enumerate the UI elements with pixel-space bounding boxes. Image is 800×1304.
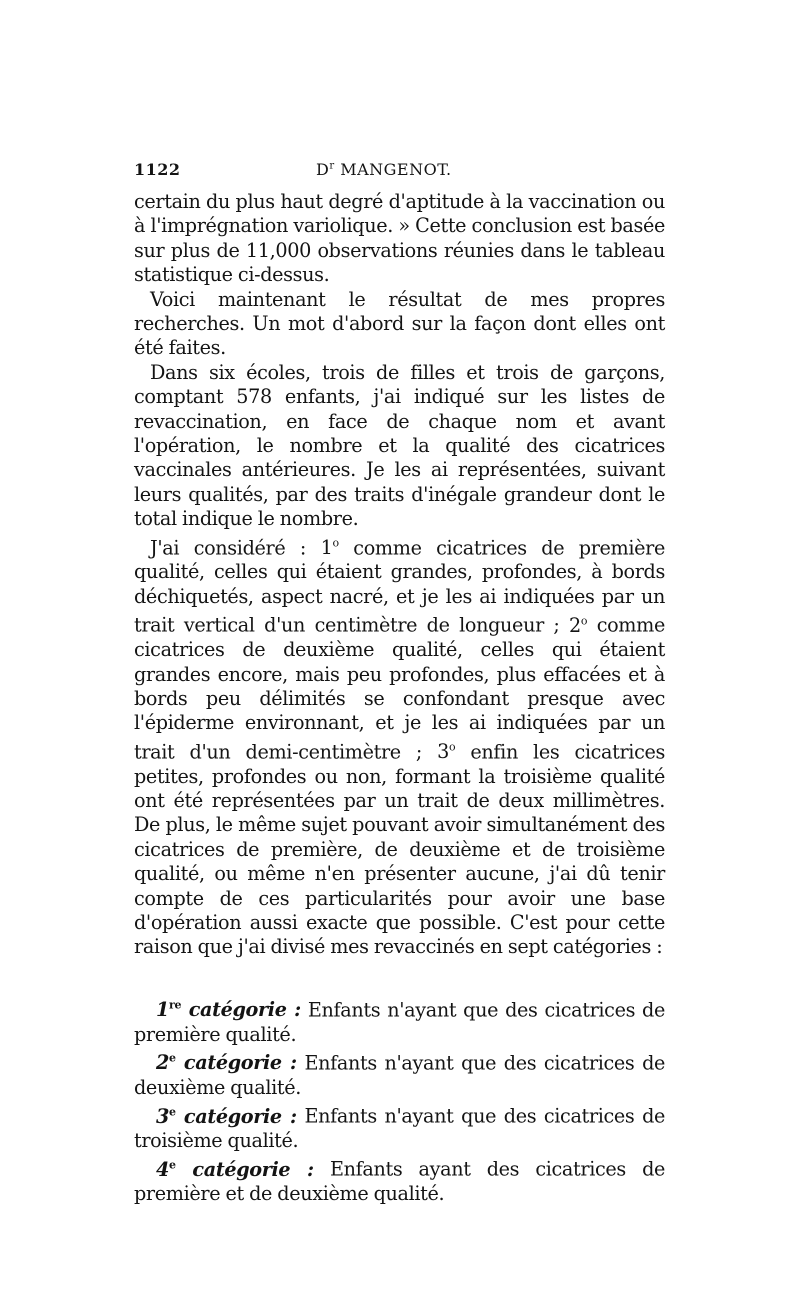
criterion-1-number: 1$^o$ [320, 536, 339, 560]
paragraph-criteria [134, 532, 665, 960]
author-prefix: D [316, 160, 330, 179]
criteria-lead: J'ai considéré : [150, 536, 321, 560]
paragraph-continuation: certain du plus haut degré d'aptitude à la vaccination ou à l'imprégnation variolique. » Cette conclusion est basée sur plus de 11,000 observations réunies dans le tableau statistique ci-dessus. [134, 190, 665, 287]
category-label: 3e catégorie : [156, 1104, 297, 1128]
category-text: Enfants n'ayant que des cicatrices de deuxième qualité. [134, 1051, 666, 1099]
running-title [316, 160, 452, 179]
category-item [134, 1153, 665, 1206]
category-item [134, 994, 665, 1047]
running-header [134, 160, 665, 190]
paragraph-intro: Voici maintenant le résultat de mes propres recherches. Un mot d'abord sur la façon dont elles ont été faites. [134, 287, 665, 360]
criterion-3-text: enfin les cicatrices petites, profondes ou non, formant la troisième qualité ont été représentées par un trait de deux millimètres. De plus, le même sujet pouvant avoir simultanément des cicatrices de première, de deuxième et de troisième qualité, ou même n'en présenter aucune, j'ai dû tenir compte de ces particularités pour avoir une base d'opération aussi exacte que possible. C'est pour cette raison que j'ai divisé mes revaccinés en sept catégories : [134, 740, 665, 959]
category-label: 2e catégorie : [156, 1051, 297, 1075]
category-text: Enfants n'ayant que des cicatrices de troisième qualité. [134, 1104, 666, 1152]
author-name: MANGENOT. [340, 160, 452, 179]
paragraph-method: Dans six écoles, trois de filles et trois de garçons, comptant 578 enfants, j'ai indiqué sur les listes de revaccination, en face de chaque nom et avant l'opération, le nombre et la qualité des cicatrices vaccinales antérieures. Je les ai représentées, suivant leurs qualités, par des traits d'inégale grandeur dont le total indique le nombre. [134, 360, 665, 531]
category-label: 1re catégorie : [156, 998, 301, 1022]
book-page [134, 160, 665, 1207]
page-number: 1122 [134, 160, 181, 179]
category-item [134, 1100, 665, 1153]
criterion-2-number: 2$^o$ [569, 613, 588, 637]
category-label: 4e catégorie : [156, 1157, 314, 1181]
body-text [134, 190, 665, 960]
category-item [134, 1047, 665, 1100]
category-list [134, 994, 665, 1207]
criterion-2-text: comme cicatrices de deuxième qualité, celles qui étaient grandes encore, mais peu profondes, plus effacées et à bords peu délimités se confondant presque avec l'épiderme environnant, et je les ai indiquées par un trait d'un demi-centimètre ; [134, 613, 665, 764]
category-text: Enfants ayant des cicatrices de première et de deuxième qualité. [134, 1157, 666, 1206]
author-prefix-sup: r [329, 160, 335, 172]
criterion-1-text: comme cicatrices de première qualité, celles qui étaient grandes, profondes, à bords déchiquetés, aspect nacré, et je les ai indiquées par un trait vertical d'un centimètre de longueur ; [134, 536, 665, 637]
criterion-3-number: 3$^o$ [437, 740, 456, 764]
category-text: Enfants n'ayant que des cicatrices de première qualité. [134, 998, 665, 1046]
